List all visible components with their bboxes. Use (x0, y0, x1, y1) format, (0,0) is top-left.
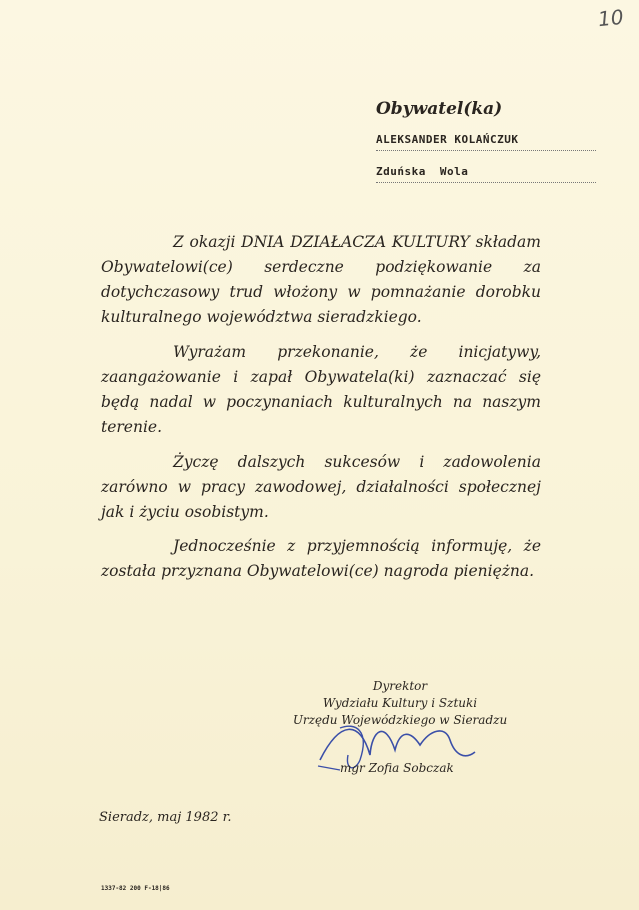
signatory-name: mgr Zofia Sobczak (340, 761, 454, 775)
place-and-date: Sieradz, maj 1982 r. (99, 810, 232, 825)
addressee-name: ALEKSANDER KOLAŃCZUK (376, 133, 596, 151)
paragraph-1: Z okazji DNIA DZIAŁACZA KULTURY składam Obywatelowi(ce) serdeczne podziękowanie za dotychczasowy trud włożony w pomnażanie dorobku kulturalnego województwa sieradzkiego. (101, 233, 541, 326)
addressee-city-part1: Zduńska (376, 165, 426, 178)
signature-office: Urzędu Wojewódzkiego w Sieradzu (292, 713, 508, 727)
paragraph-3: Życzę dalszych sukcesów i zadowolenia zarówno w pracy zawodowej, działalności społecznej jak i życiu osobistym. (101, 453, 541, 521)
print-code: 1337-82 200 F-18|86 (101, 885, 170, 892)
paragraph-2: Wyrażam przekonanie, że inicjatywy, zaangażowanie i zapał Obywatela(ki) zaznaczać się będą nadal w poczynaniach kulturalnych na naszym terenie. (101, 343, 541, 436)
signature-department: Wydziału Kultury i Sztuki (322, 696, 478, 710)
addressee-label: Obywatel(ka) (376, 99, 503, 119)
paragraph-4: Jednocześnie z przyjemnością informuję, że została przyznana Obywatelowi(ce) nagroda pieniężna. (101, 537, 541, 580)
page-number: 10 (596, 4, 625, 32)
signature-title: Dyrektor (372, 679, 428, 693)
addressee-city (376, 165, 596, 183)
addressee-city-part2: Wola (439, 165, 469, 178)
